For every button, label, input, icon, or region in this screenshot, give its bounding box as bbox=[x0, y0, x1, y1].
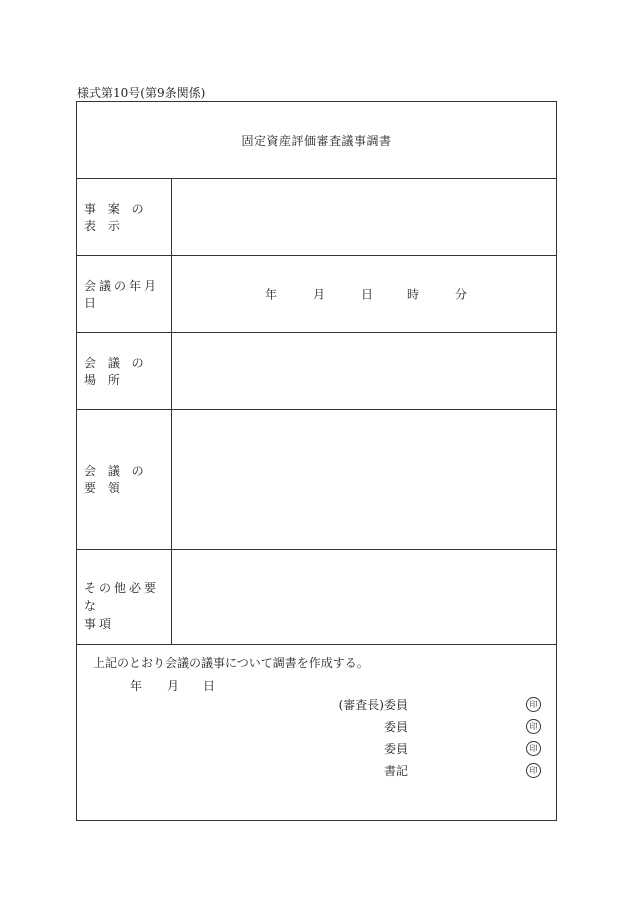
seal-icon: 印 bbox=[526, 763, 541, 778]
value-meeting-datetime[interactable] bbox=[173, 255, 556, 332]
date-year: 年 bbox=[265, 287, 278, 301]
row-case bbox=[77, 178, 556, 256]
label-other-matters-line2: 事項 bbox=[84, 617, 115, 631]
value-other-matters[interactable] bbox=[173, 549, 556, 644]
date-month: 月 bbox=[313, 287, 326, 301]
form-number: 様式第10号(第9条関係) bbox=[77, 86, 206, 100]
value-meeting-summary[interactable] bbox=[173, 409, 556, 549]
signatory-member-2-label: 委員 bbox=[383, 742, 408, 756]
signatory-chair-label: (審査長)委員 bbox=[338, 698, 408, 712]
value-meeting-place[interactable] bbox=[173, 332, 556, 409]
label-case: 事 案 の 表 示 bbox=[77, 178, 172, 255]
row-meeting-place bbox=[77, 332, 556, 410]
date-day: 日 bbox=[361, 287, 374, 301]
seal-icon: 印 bbox=[526, 697, 541, 712]
form-sheet bbox=[76, 101, 557, 821]
label-other-matters-line1: その他必要な bbox=[84, 581, 160, 613]
value-case[interactable] bbox=[173, 178, 556, 255]
row-meeting-summary bbox=[77, 409, 556, 550]
date-minute: 分 bbox=[455, 287, 468, 301]
signatory-clerk-label: 書記 bbox=[383, 764, 408, 778]
footer-date-month: 月 bbox=[167, 679, 180, 693]
label-meeting-place: 会 議 の 場 所 bbox=[77, 332, 172, 409]
label-meeting-datetime: 会議の年月日 bbox=[77, 255, 172, 332]
footer-date-year: 年 bbox=[130, 679, 143, 693]
row-meeting-datetime bbox=[77, 255, 556, 333]
date-hour: 時 bbox=[407, 287, 420, 301]
form-title: 固定資産評価審査議事調書 bbox=[77, 102, 556, 179]
seal-icon: 印 bbox=[526, 719, 541, 734]
signatory-member-1-label: 委員 bbox=[383, 720, 408, 734]
seal-icon: 印 bbox=[526, 741, 541, 756]
row-other-matters bbox=[77, 549, 556, 645]
footer-date-day: 日 bbox=[203, 679, 216, 693]
label-other-matters bbox=[77, 549, 172, 644]
footer-statement: 上記のとおり会議の議事について調書を作成する。 bbox=[93, 656, 369, 670]
label-meeting-summary: 会 議 の 要 領 bbox=[77, 409, 172, 549]
